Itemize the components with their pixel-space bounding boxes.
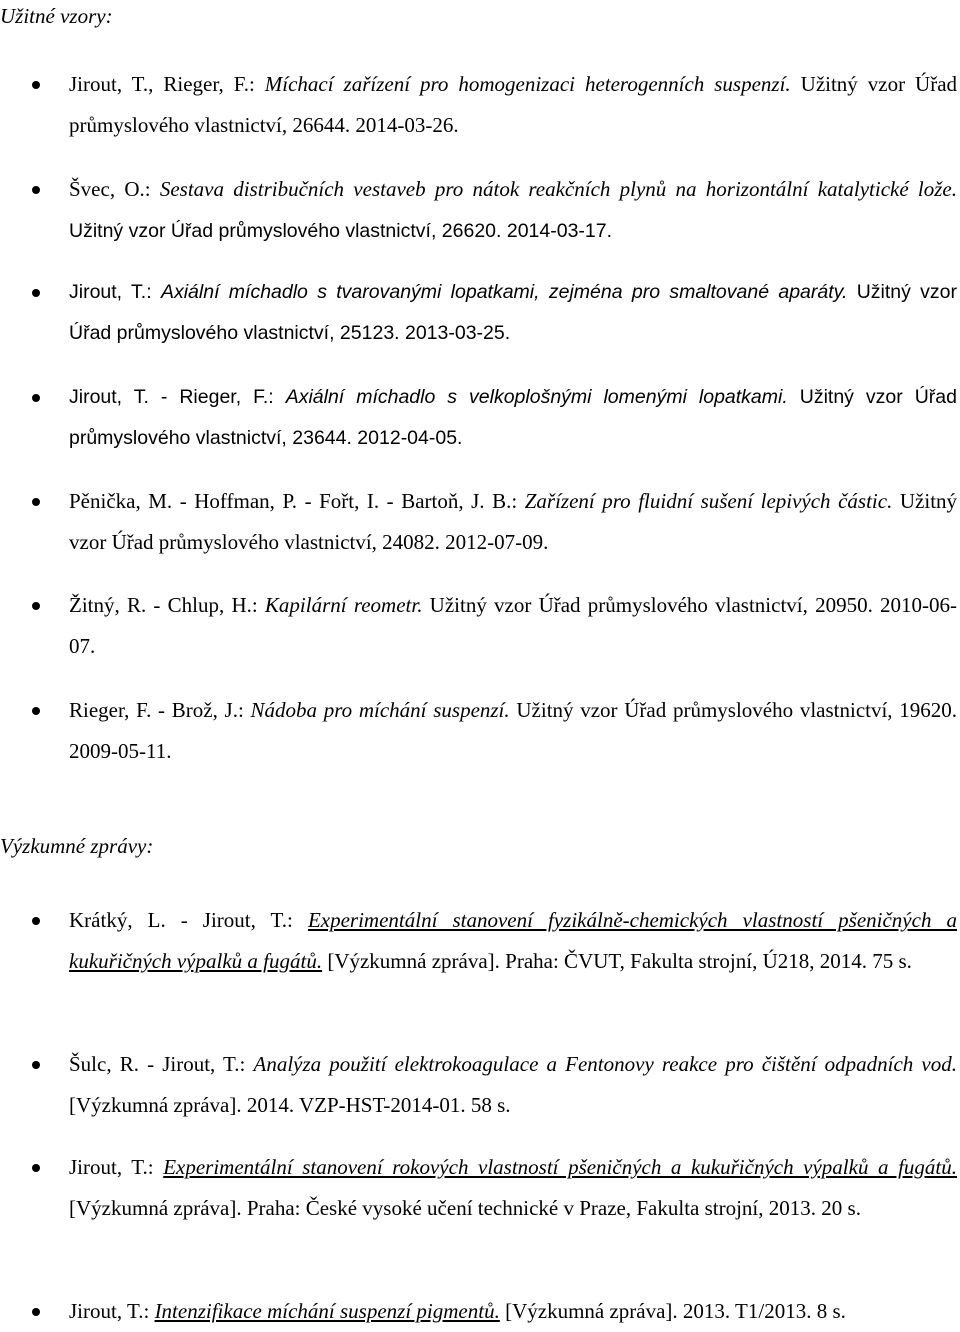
entry-title: Analýza použití elektrokoagulace a Fentonovy reakce pro čištění odpadních vod. [253,1052,958,1076]
entry-details: Užitný vzor Úřad průmyslového vlastnictví, 26620. 2014-03-17. [69,220,613,242]
list-item [69,1147,957,1229]
entry-authors: Jirout, T. - Rieger, F.: [69,386,274,408]
list-item [69,377,957,459]
bullet-icon [32,81,40,89]
entry-details: Užitný vzor Úřad průmyslového vlastnictví, 20950. 2010-06-07. [69,593,958,658]
entry-title: Kapilární reometr. [264,593,423,617]
entry-details: Užitný vzor Úřad průmyslového vlastnictví, 25123. 2013-03-25. [69,281,958,344]
entry-authors: Krátký, L. - Jirout, T.: [69,908,293,932]
entry-authors: Jirout, T., Rieger, F.: [69,72,255,96]
entry-authors: Rieger, F. - Brož, J.: [69,698,244,722]
entry-title: Nádoba pro míchání suspenzí. [250,698,510,722]
entry-details: Užitný vzor Úřad průmyslového vlastnictví, 24082. 2012-07-09. [69,489,958,554]
list-item [69,481,957,563]
list-item [69,690,957,772]
list-item [69,272,957,354]
entry-details: [Výzkumná zpráva]. 2013. T1/2013. 8 s. [505,1299,846,1323]
section-heading-research-reports: Výzkumné zprávy: [0,834,154,858]
bullet-icon [32,707,40,715]
bullet-icon [32,186,40,194]
entry-details: Užitný vzor Úřad průmyslového vlastnictví, 26644. 2014-03-26. [69,72,958,137]
list-item [69,1291,957,1332]
list-item [69,169,957,252]
list-item [69,1044,957,1126]
entry-title: Intenzifikace míchání suspenzí pigmentů. [154,1299,500,1323]
bullet-icon [32,917,40,925]
entry-title: Axiální míchadlo s velkoplošnými lomenými lopatkami. [285,386,788,408]
bullet-icon [32,394,40,402]
entry-title: Sestava distribučních vestaveb pro nátok reakčních plynů na horizontální katalytické lože. [159,177,957,201]
bullet-icon [32,1308,40,1316]
list-item [69,64,957,146]
entry-title: Zařízení pro fluidní sušení lepivých částic. [524,489,893,513]
entry-details: Užitný vzor Úřad průmyslového vlastnictví, 23644. 2012-04-05. [69,386,957,449]
bullet-icon [32,1164,40,1172]
list-item [69,900,957,982]
entry-authors: Švec, O.: [69,177,151,201]
entry-authors: Jirout, T.: [69,281,152,303]
entry-authors: Pěnička, M. - Hoffman, P. - Fořt, I. - Bartoň, J. B.: [69,489,518,513]
bullet-icon [32,498,40,506]
list-item [69,585,957,667]
entry-details: Užitný vzor Úřad průmyslového vlastnictví, 19620. 2009-05-11. [69,698,958,763]
entry-title: Axiální míchadlo s tvarovanými lopatkami, zejména pro smaltované aparáty. [160,281,848,303]
entry-authors: Žitný, R. - Chlup, H.: [69,593,258,617]
entry-details: [Výzkumná zpráva]. Praha: ČVUT, Fakulta strojní, Ú218, 2014. 75 s. [327,949,912,973]
entry-title: Experimentální stanovení fyzikálně-chemických vlastností pšeničných a kukuřičných výpalků a fugátů. [69,908,957,973]
entry-authors: Jirout, T.: [69,1155,154,1179]
bullet-icon [32,602,40,610]
entry-title: Míchací zařízení pro homogenizaci heterogenních suspenzí. [264,72,791,96]
entry-authors: Šulc, R. - Jirout, T.: [69,1052,246,1076]
section-heading-utility-models: Užitné vzory: [0,4,113,28]
bullet-icon [32,289,40,297]
bullet-icon [32,1061,40,1069]
entry-title: Experimentální stanovení rokových vlastností pšeničných a kukuřičných výpalků a fugátů. [163,1155,957,1179]
entry-authors: Jirout, T.: [69,1299,150,1323]
entry-details: [Výzkumná zpráva]. Praha: České vysoké učení technické v Praze, Fakulta strojní, 2013. 20 s. [69,1196,861,1220]
entry-details: [Výzkumná zpráva]. 2014. VZP-HST-2014-01. 58 s. [69,1093,511,1117]
